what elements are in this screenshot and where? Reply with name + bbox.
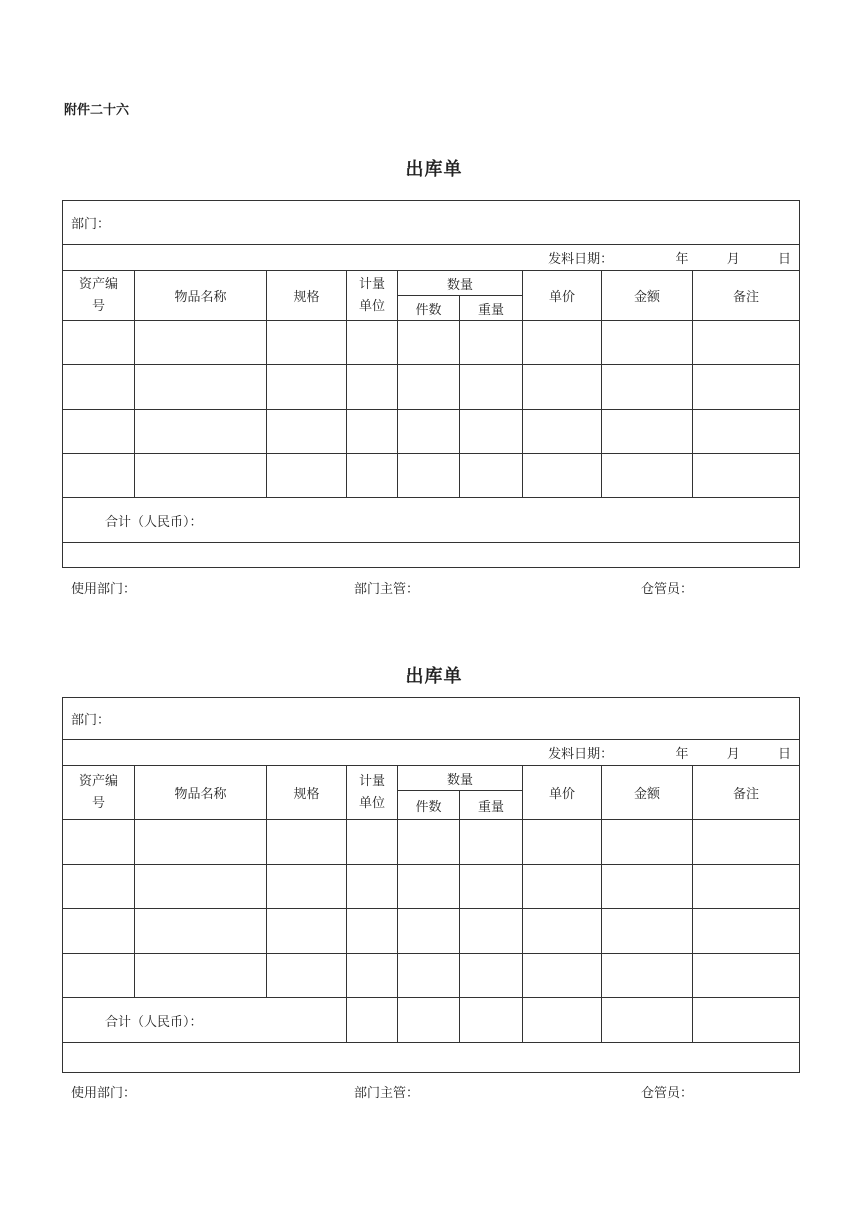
header-pieces: 件数 xyxy=(398,296,460,321)
form-title: 出库单 xyxy=(405,666,463,687)
table-row xyxy=(63,410,800,454)
table-row xyxy=(63,365,800,410)
table-cell[interactable] xyxy=(398,321,460,365)
table-cell[interactable] xyxy=(347,454,398,498)
table-cell[interactable] xyxy=(602,820,693,865)
header-unit-price: 单价 xyxy=(523,271,602,321)
header-pieces: 件数 xyxy=(398,791,460,820)
table-cell[interactable] xyxy=(267,909,347,954)
table-cell[interactable] xyxy=(460,820,523,865)
table-cell[interactable] xyxy=(523,909,602,954)
keeper-signature[interactable]: 仓管员： xyxy=(641,582,694,597)
table-cell[interactable] xyxy=(602,909,693,954)
header-asset-no: 资产编 号 xyxy=(63,271,135,321)
table-cell[interactable] xyxy=(693,321,800,365)
table-cell[interactable] xyxy=(135,321,267,365)
table-cell[interactable] xyxy=(267,954,347,998)
table-row xyxy=(63,865,800,909)
header-unit: 计量 单位 xyxy=(347,271,398,321)
table-cell[interactable] xyxy=(398,865,460,909)
total-rmb-field[interactable]: 合计（人民币）： xyxy=(63,498,800,543)
table-cell[interactable] xyxy=(347,998,398,1043)
issue-date-row xyxy=(63,245,800,271)
table-cell[interactable] xyxy=(460,909,523,954)
issue-date-label: 发料日期： xyxy=(548,747,614,762)
table-cell[interactable] xyxy=(398,954,460,998)
table-cell[interactable] xyxy=(135,909,267,954)
table-cell[interactable] xyxy=(347,954,398,998)
table-cell[interactable] xyxy=(523,321,602,365)
form-title: 出库单 xyxy=(405,159,463,180)
issue-date-row xyxy=(63,740,800,766)
table-cell[interactable] xyxy=(693,410,800,454)
header-quantity: 数量 xyxy=(398,271,523,296)
table-cell[interactable] xyxy=(347,321,398,365)
table-cell[interactable] xyxy=(523,820,602,865)
table-cell[interactable] xyxy=(63,820,135,865)
table-cell[interactable] xyxy=(602,321,693,365)
table-cell[interactable] xyxy=(63,365,135,410)
department-field[interactable]: 部门： xyxy=(63,698,800,740)
table-cell[interactable] xyxy=(347,410,398,454)
day-label: 日 xyxy=(778,747,792,762)
table-cell[interactable] xyxy=(460,321,523,365)
header-asset-no: 资产编 号 xyxy=(63,766,135,820)
header-weight: 重量 xyxy=(460,296,523,321)
table-cell[interactable] xyxy=(63,410,135,454)
table-cell[interactable] xyxy=(693,909,800,954)
table-cell[interactable] xyxy=(460,410,523,454)
header-quantity: 数量 xyxy=(398,766,523,791)
table-cell[interactable] xyxy=(63,865,135,909)
table-cell[interactable] xyxy=(135,365,267,410)
table-cell[interactable] xyxy=(523,865,602,909)
table-cell[interactable] xyxy=(460,454,523,498)
table-row xyxy=(63,954,800,998)
header-unit: 计量 单位 xyxy=(347,766,398,820)
table-cell[interactable] xyxy=(693,454,800,498)
table-cell[interactable] xyxy=(63,454,135,498)
table-cell[interactable] xyxy=(523,954,602,998)
month-label: 月 xyxy=(726,747,740,762)
table-cell[interactable] xyxy=(347,365,398,410)
outbound-form-table xyxy=(62,697,800,1073)
table-cell[interactable] xyxy=(135,454,267,498)
table-cell[interactable] xyxy=(523,998,602,1043)
table-cell[interactable] xyxy=(135,865,267,909)
header-item-name: 物品名称 xyxy=(135,766,267,820)
keeper-signature[interactable]: 仓管员： xyxy=(641,1086,694,1101)
header-weight: 重量 xyxy=(460,791,523,820)
header-item-name: 物品名称 xyxy=(135,271,267,321)
day-label: 日 xyxy=(778,252,792,267)
issue-date-label: 发料日期： xyxy=(548,252,614,267)
table-cell[interactable] xyxy=(693,820,800,865)
table-cell[interactable] xyxy=(267,321,347,365)
blank-row[interactable] xyxy=(63,1043,800,1073)
attachment-label: 附件二十六 xyxy=(64,103,130,118)
table-cell[interactable] xyxy=(693,865,800,909)
table-cell[interactable] xyxy=(267,865,347,909)
table-cell[interactable] xyxy=(267,365,347,410)
table-cell[interactable] xyxy=(460,954,523,998)
table-cell[interactable] xyxy=(460,365,523,410)
table-cell[interactable] xyxy=(460,998,523,1043)
table-row xyxy=(63,321,800,365)
header-spec: 规格 xyxy=(267,766,347,820)
table-cell[interactable] xyxy=(135,410,267,454)
table-cell[interactable] xyxy=(602,865,693,909)
header-amount: 金额 xyxy=(602,766,693,820)
header-remarks: 备注 xyxy=(693,766,800,820)
table-cell[interactable] xyxy=(267,410,347,454)
table-cell[interactable] xyxy=(347,909,398,954)
table-cell[interactable] xyxy=(398,909,460,954)
table-cell[interactable] xyxy=(398,365,460,410)
table-cell[interactable] xyxy=(347,820,398,865)
table-cell[interactable] xyxy=(693,998,800,1043)
table-cell[interactable] xyxy=(398,998,460,1043)
table-cell[interactable] xyxy=(602,998,693,1043)
table-cell[interactable] xyxy=(63,954,135,998)
header-spec: 规格 xyxy=(267,271,347,321)
table-cell[interactable] xyxy=(398,454,460,498)
table-cell[interactable] xyxy=(347,865,398,909)
table-cell[interactable] xyxy=(523,365,602,410)
table-cell[interactable] xyxy=(135,954,267,998)
table-cell[interactable] xyxy=(63,909,135,954)
blank-row[interactable] xyxy=(63,543,800,568)
user-dept-signature[interactable]: 使用部门： xyxy=(71,582,137,597)
table-cell[interactable] xyxy=(267,454,347,498)
table-cell[interactable] xyxy=(693,954,800,998)
table-cell[interactable] xyxy=(63,321,135,365)
year-label: 年 xyxy=(675,252,689,267)
supervisor-signature[interactable]: 部门主管： xyxy=(354,1086,420,1101)
table-cell[interactable] xyxy=(135,820,267,865)
supervisor-signature[interactable]: 部门主管： xyxy=(354,582,420,597)
table-cell[interactable] xyxy=(523,454,602,498)
table-cell[interactable] xyxy=(267,820,347,865)
header-unit-price: 单价 xyxy=(523,766,602,820)
table-cell[interactable] xyxy=(602,954,693,998)
table-row xyxy=(63,820,800,865)
table-cell[interactable] xyxy=(523,410,602,454)
table-cell[interactable] xyxy=(602,410,693,454)
table-cell[interactable] xyxy=(693,365,800,410)
month-label: 月 xyxy=(726,252,740,267)
user-dept-signature[interactable]: 使用部门： xyxy=(71,1086,137,1101)
table-cell[interactable] xyxy=(460,865,523,909)
header-amount: 金额 xyxy=(602,271,693,321)
table-cell[interactable] xyxy=(602,365,693,410)
table-cell[interactable] xyxy=(398,410,460,454)
outbound-form-table xyxy=(62,200,800,568)
table-row xyxy=(63,454,800,498)
year-label: 年 xyxy=(675,747,689,762)
table-cell[interactable] xyxy=(398,820,460,865)
department-field[interactable]: 部门： xyxy=(63,201,800,245)
total-rmb-field[interactable]: 合计（人民币）： xyxy=(63,998,347,1043)
table-cell[interactable] xyxy=(602,454,693,498)
table-row xyxy=(63,909,800,954)
header-remarks: 备注 xyxy=(693,271,800,321)
